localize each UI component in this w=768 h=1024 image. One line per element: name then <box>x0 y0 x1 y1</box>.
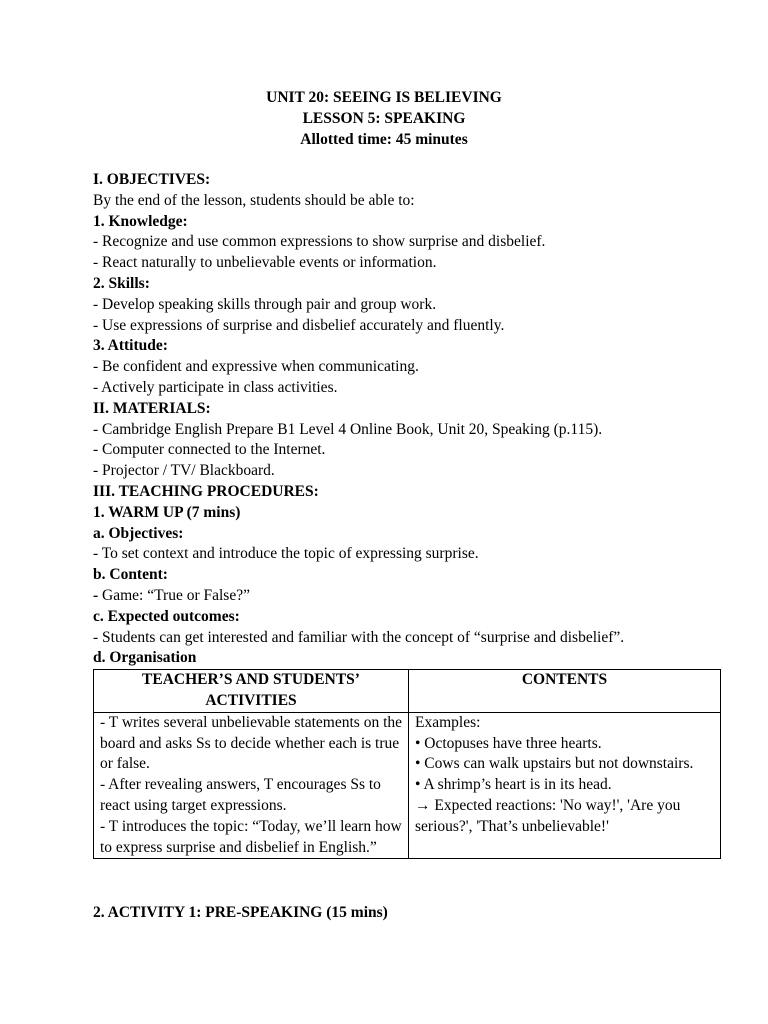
warmup-heading: 1. WARM UP (7 mins) <box>93 503 241 521</box>
skills-item: - Develop speaking skills through pair and group work. <box>93 295 437 313</box>
content-item: • Cows can walk upstairs but not downstairs. <box>415 755 694 773</box>
lesson-title: LESSON 5: SPEAKING <box>302 110 466 127</box>
organisation-table <box>93 669 721 859</box>
outcomes-text: - Students can get interested and familiar with the concept of “surprise and disbelief”. <box>93 628 625 646</box>
attitude-item: - Actively participate in class activities. <box>93 378 338 396</box>
next-section-heading: 2. ACTIVITY 1: PRE-SPEAKING (15 mins) <box>93 904 388 921</box>
content-text: Game: “True or False?” <box>102 586 250 604</box>
content-dash: - <box>93 586 103 604</box>
table-header-row <box>94 670 721 713</box>
knowledge-item: - Recognize and use common expressions to show surprise and disbelief. <box>93 233 546 251</box>
content-label: b. Content: <box>93 566 168 584</box>
activity-line: - T writes several unbelievable statements on the board and asks Ss to decide whether each is true or false. <box>100 713 403 773</box>
materials-heading: II. MATERIALS: <box>93 399 211 417</box>
table-row <box>94 712 721 859</box>
attitude-heading: 3. Attitude: <box>93 337 168 355</box>
knowledge-item: - React naturally to unbelievable events or information. <box>93 254 437 272</box>
materials-item: - Projector / TV/ Blackboard. <box>93 462 275 480</box>
contents-cell <box>409 712 721 859</box>
knowledge-heading: 1. Knowledge: <box>93 212 188 230</box>
document-body <box>93 170 723 859</box>
materials-item: - Computer connected to the Internet. <box>93 441 326 459</box>
objectives-intro: By the end of the lesson, students should be able to: <box>93 191 415 209</box>
materials-item: - Cambridge English Prepare B1 Level 4 Online Book, Unit 20, Speaking (p.115). <box>93 420 603 438</box>
content-item: • A shrimp’s heart is in its head. <box>415 776 612 794</box>
skills-item: - Use expressions of surprise and disbelief accurately and fluently. <box>93 316 505 334</box>
objectives-text: - To set context and introduce the topic of expressing surprise. <box>93 545 479 563</box>
content-item: • Octopuses have three hearts. <box>415 734 602 752</box>
objectives-heading: I. OBJECTIVES: <box>93 171 211 188</box>
contents-column-header: CONTENTS <box>409 670 721 713</box>
activities-cell <box>94 712 409 859</box>
attitude-item: - Be confident and expressive when communicating. <box>93 358 419 376</box>
content-item: Examples: <box>415 713 481 731</box>
activity-line: - After revealing answers, T encourages Ss to react using target expressions. <box>100 776 381 814</box>
content-line <box>93 586 723 607</box>
unit-title: UNIT 20: SEEING IS BELIEVING <box>266 89 502 106</box>
organisation-label: d. Organisation <box>93 649 197 667</box>
procedures-heading: III. TEACHING PROCEDURES: <box>93 482 319 500</box>
objectives-label: a. Objectives: <box>93 524 184 542</box>
outcomes-label: c. Expected outcomes: <box>93 607 240 625</box>
activities-column-header: TEACHER’S AND STUDENTS’ ACTIVITIES <box>94 670 409 713</box>
document-header <box>0 87 768 150</box>
allotted-time: Allotted time: 45 minutes <box>300 131 468 148</box>
content-item: → Expected reactions: 'No way!', 'Are you serious?', 'That’s unbelievable!' <box>415 796 681 835</box>
skills-heading: 2. Skills: <box>93 274 150 292</box>
activity-line: - T introduces the topic: “Today, we’ll learn how to express surprise and disbelief in English.” <box>100 817 402 856</box>
